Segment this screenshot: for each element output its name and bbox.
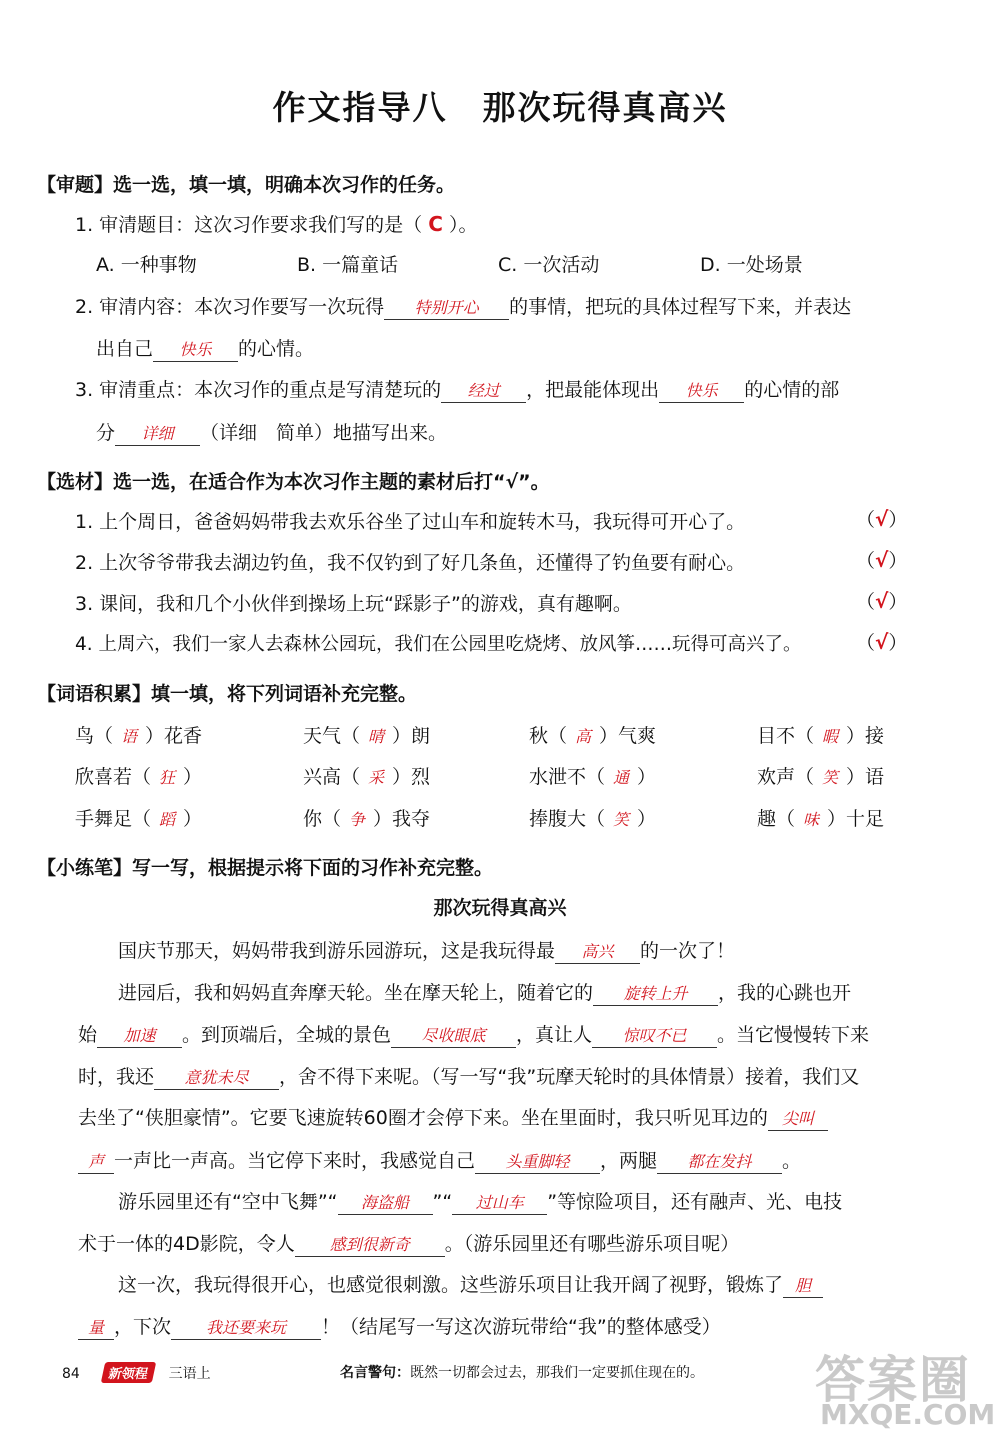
essay-text: 。（游乐园里还有哪些游乐项目呢） <box>444 1233 740 1255</box>
word-item <box>75 762 202 789</box>
word-post: ）烈 <box>392 766 431 788</box>
essay-line-4 <box>78 1062 859 1090</box>
essay-text: 去坐了“侠胆豪情”。它要飞速旋转60圈才会停下来。坐在里面时，我只听见耳边的 <box>78 1107 768 1129</box>
q3-text-b: ，把最能体现出 <box>526 379 660 401</box>
essay-text: ，我的心跳也开 <box>718 982 852 1004</box>
essay-text: 国庆节那天，妈妈带我到游乐园游玩，这是我玩得最 <box>118 940 556 962</box>
brand-logo: 新领程 <box>101 1362 156 1383</box>
option-a: A. 一种事物 <box>96 254 197 276</box>
q2-answer-2: 快乐 <box>179 340 212 359</box>
essay-text: ，真让人 <box>516 1024 593 1046</box>
material-check-1 <box>856 505 907 532</box>
section-header-vocabulary: 【词语积累】填一填，将下列词语补充完整。 <box>37 683 418 705</box>
word-post: ）语 <box>846 766 885 788</box>
essay-title: 那次玩得真高兴 <box>433 897 567 919</box>
essay-blank <box>78 1316 114 1340</box>
page-footer <box>62 1362 211 1383</box>
essay-text: ！（结尾写一写这次游玩带给“我”的整体感受） <box>321 1316 721 1338</box>
essay-line-10 <box>78 1312 721 1340</box>
essay-line-7 <box>118 1187 842 1215</box>
essay-answer: 尽收眼底 <box>421 1026 486 1045</box>
essay-answer: 量 <box>87 1318 104 1337</box>
essay-blank <box>657 1150 782 1174</box>
q1-answer: C <box>428 212 443 236</box>
option-d: D. 一处场景 <box>700 254 803 276</box>
option-c: C. 一次活动 <box>498 254 600 276</box>
essay-blank <box>338 1191 433 1215</box>
paren-right: ） <box>888 591 908 613</box>
quote-text: 既然一切都会过去，那我们一定要抓住现在的。 <box>410 1365 704 1381</box>
essay-line-3 <box>78 1020 869 1048</box>
essay-blank <box>783 1274 823 1298</box>
word-pre: 目不（ <box>757 725 815 747</box>
essay-answer: 加速 <box>123 1026 156 1045</box>
essay-blank <box>391 1024 516 1048</box>
material-item-1: 1. 上个周日，爸爸妈妈带我去欢乐谷坐了过山车和旋转木马，我玩得可开心了。 <box>75 511 746 533</box>
word-answer: 狂 <box>159 768 176 787</box>
essay-blank <box>592 1024 717 1048</box>
word-post: ）气爽 <box>599 725 657 747</box>
material-check-3 <box>856 587 907 614</box>
material-check-2 <box>856 546 907 573</box>
word-item <box>757 762 884 789</box>
page-title: 作文指导八 那次玩得真高兴 <box>272 88 728 127</box>
essay-line-8 <box>78 1229 739 1257</box>
essay-answer: 我还要来玩 <box>206 1318 287 1337</box>
essay-text: 这一次，我玩得很开心，也感觉很刺激。这些游乐项目让我开阔了视野，锻炼了 <box>118 1274 784 1296</box>
word-pre: 欣喜若（ <box>75 766 152 788</box>
paren-right: ） <box>888 632 908 654</box>
essay-text: ，舍不得下来呢。（写一写“我”玩摩天轮时的具体情景）接着，我们又 <box>279 1066 860 1088</box>
essay-blank <box>97 1024 182 1048</box>
essay-text: 始 <box>78 1024 98 1046</box>
section-header-practice: 【小练笔】写一写，根据提示将下面的习作补充完整。 <box>37 857 494 879</box>
question-3-line-2 <box>96 418 447 446</box>
q2-blank-2 <box>153 338 238 362</box>
essay-answer: 都在发抖 <box>687 1152 752 1171</box>
essay-line-2 <box>118 978 851 1006</box>
material-item-2: 2. 上次爷爷带我去湖边钓鱼，我不仅钓到了好几条鱼，还懂得了钓鱼要有耐心。 <box>75 552 746 574</box>
word-answer: 通 <box>613 768 630 787</box>
word-answer: 蹈 <box>159 810 176 829</box>
material-item-4: 4. 上周六，我们一家人去森林公园玩，我们在公园里吃烧烤、放风筝……玩得可高兴了。 <box>75 634 802 655</box>
word-pre: 趣（ <box>757 808 796 830</box>
essay-text: 的一次了！ <box>640 940 736 962</box>
paren-left: （ <box>856 550 876 572</box>
essay-text: ”等惊险项目，还有融声、光、电技 <box>547 1191 843 1213</box>
essay-line-6 <box>78 1146 801 1174</box>
essay-answer: 感到很新奇 <box>329 1235 410 1254</box>
essay-text: 进园后，我和妈妈直奔摩天轮。坐在摩天轮上，随着它的 <box>118 982 594 1004</box>
q3-text-a: 3. 审清重点：本次习作的重点是写清楚玩的 <box>75 379 442 401</box>
essay-blank <box>452 1191 547 1215</box>
essay-text: ，下次 <box>114 1316 172 1338</box>
watermark-url: MXQE.COM <box>820 1398 996 1431</box>
question-2-line-2 <box>96 334 314 362</box>
word-post: ） <box>637 808 657 830</box>
paren-right: ） <box>888 509 908 531</box>
essay-answer: 过山车 <box>475 1193 524 1212</box>
word-answer: 笑 <box>822 768 839 787</box>
essay-text: 时，我还 <box>78 1066 155 1088</box>
word-item <box>529 721 656 748</box>
essay-text: 。到顶端后，全城的景色 <box>182 1024 392 1046</box>
essay-answer: 声 <box>87 1152 104 1171</box>
word-post: ） <box>183 808 203 830</box>
checkmark: √ <box>875 507 889 531</box>
page-number: 84 <box>62 1366 80 1382</box>
q2-blank-1 <box>384 296 509 320</box>
word-pre: 水泄不（ <box>529 766 606 788</box>
q1-text-post: ）。 <box>442 214 478 236</box>
essay-text: 一声比一声高。当它停下来时，我感觉自己 <box>114 1150 476 1172</box>
watermark-logo: 答案圈 <box>815 1351 971 1409</box>
essay-blank <box>768 1107 828 1131</box>
word-item <box>303 804 430 831</box>
word-answer: 高 <box>575 727 592 746</box>
checkmark: √ <box>875 589 889 613</box>
essay-blank <box>171 1316 321 1340</box>
word-post: ） <box>637 766 657 788</box>
q3-blank-3 <box>115 422 200 446</box>
paren-left: （ <box>856 509 876 531</box>
question-1 <box>75 210 477 237</box>
essay-line-5 <box>78 1103 828 1131</box>
word-answer: 晴 <box>368 727 385 746</box>
option-b: B. 一篇童话 <box>297 254 399 276</box>
checkmark: √ <box>875 630 889 654</box>
word-item <box>529 762 656 789</box>
word-item <box>529 804 656 831</box>
word-pre: 秋（ <box>529 725 568 747</box>
word-post: ）十足 <box>827 808 885 830</box>
q3-text-c: 的心情的部 <box>744 379 840 401</box>
essay-text: 。 <box>782 1150 802 1172</box>
word-post: ）接 <box>846 725 885 747</box>
material-check-4 <box>856 628 907 655</box>
word-answer: 争 <box>349 810 366 829</box>
question-3-line-1 <box>75 375 839 403</box>
q3-blank-2 <box>659 379 744 403</box>
essay-text: 术于一体的4D影院，令人 <box>78 1233 295 1255</box>
essay-text: 游乐园里还有“空中飞舞”“ <box>118 1191 338 1213</box>
word-item <box>75 721 202 748</box>
q3-text-d: 分 <box>96 422 116 444</box>
material-item-3: 3. 课间，我和几个小伙伴到操场上玩“踩影子”的游戏，真有趣啊。 <box>75 593 632 615</box>
essay-blank <box>593 982 718 1006</box>
q2-text-d: 的心情。 <box>238 338 315 360</box>
question-2-line-1 <box>75 292 851 320</box>
paren-left: （ <box>856 591 876 613</box>
q2-text-a: 2. 审清内容：本次习作要写一次玩得 <box>75 296 385 318</box>
q3-blank-1 <box>441 379 526 403</box>
essay-line-1 <box>118 936 735 964</box>
section-header-review: 【审题】选一选，填一填，明确本次习作的任务。 <box>37 174 456 196</box>
essay-answer: 尖叫 <box>781 1109 814 1128</box>
quote-label: 名言警句： <box>340 1365 410 1381</box>
word-answer: 味 <box>803 810 820 829</box>
essay-blank <box>154 1066 279 1090</box>
word-answer: 暇 <box>822 727 839 746</box>
essay-answer: 旋转上升 <box>623 984 688 1003</box>
word-item <box>757 804 884 831</box>
essay-text: ，两腿 <box>600 1150 658 1172</box>
word-pre: 捧腹大（ <box>529 808 606 830</box>
word-answer: 语 <box>121 727 138 746</box>
section-header-material: 【选材】选一选，在适合作为本次习作主题的素材后打“√”。 <box>37 471 550 493</box>
essay-answer: 意犹未尽 <box>184 1068 249 1087</box>
word-item <box>303 721 430 748</box>
essay-answer: 惊叹不已 <box>622 1026 687 1045</box>
book-label: 三语上 <box>168 1366 211 1382</box>
essay-blank <box>78 1150 114 1174</box>
word-post: ）花香 <box>145 725 203 747</box>
word-pre: 天气（ <box>303 725 361 747</box>
word-answer: 采 <box>368 768 385 787</box>
word-item <box>757 721 884 748</box>
paren-left: （ <box>856 632 876 654</box>
q3-answer-3: 详细 <box>141 424 174 443</box>
word-pre: 你（ <box>303 808 342 830</box>
essay-answer: 海盗船 <box>361 1193 410 1212</box>
essay-blank <box>295 1233 445 1257</box>
paren-right: ） <box>888 550 908 572</box>
word-answer: 笑 <box>613 810 630 829</box>
essay-blank <box>555 940 640 964</box>
q3-answer-2: 快乐 <box>685 381 718 400</box>
q1-text-pre: 1. 审清题目：这次习作要求我们写的是（ <box>75 214 429 236</box>
essay-answer: 头重脚轻 <box>505 1152 570 1171</box>
word-post: ）朗 <box>392 725 431 747</box>
q2-text-b: 的事情，把玩的具体过程写下来，并表达 <box>509 296 852 318</box>
essay-text: 。当它慢慢转下来 <box>717 1024 870 1046</box>
q2-answer-1: 特别开心 <box>414 298 479 317</box>
essay-line-9 <box>118 1270 823 1298</box>
checkmark: √ <box>875 548 889 572</box>
word-pre: 欢声（ <box>757 766 815 788</box>
q3-answer-1: 经过 <box>467 381 500 400</box>
essay-text: ”“ <box>432 1191 453 1213</box>
q2-text-c: 出自己 <box>96 338 154 360</box>
quote-line <box>340 1362 704 1382</box>
word-post: ）我夺 <box>373 808 431 830</box>
essay-answer: 高兴 <box>581 942 614 961</box>
essay-answer: 胆 <box>795 1276 812 1295</box>
word-pre: 兴高（ <box>303 766 361 788</box>
word-post: ） <box>183 766 203 788</box>
q3-text-e: （详细 简单）地描写出来。 <box>200 422 448 444</box>
essay-blank <box>475 1150 600 1174</box>
word-item <box>303 762 430 789</box>
word-pre: 手舞足（ <box>75 808 152 830</box>
word-pre: 鸟（ <box>75 725 114 747</box>
word-item <box>75 804 202 831</box>
